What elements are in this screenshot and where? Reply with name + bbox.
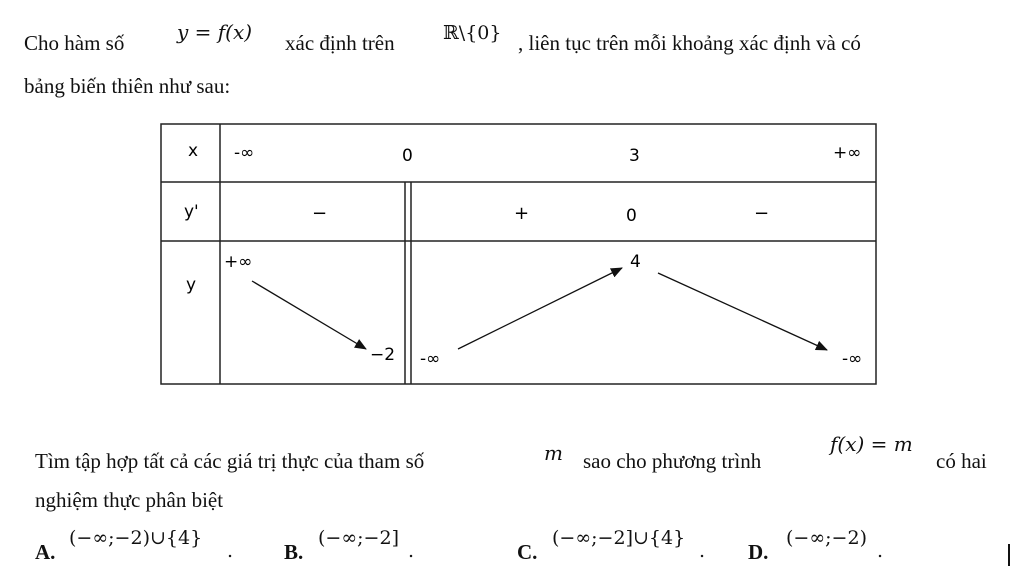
table-border xyxy=(161,124,876,384)
question-text-1: Tìm tập hợp tất cả các giá trị thực của tham số xyxy=(35,449,425,473)
yprime-sign-3: − xyxy=(754,203,770,224)
option-c-value[interactable]: (−∞;−2]∪{4} xyxy=(552,527,686,549)
row-label-y: y xyxy=(186,275,197,295)
option-c-period: . xyxy=(699,540,706,562)
option-a-period: . xyxy=(227,540,234,562)
intro-text-line2: bảng biến thiên như sau: xyxy=(24,74,231,98)
row-label-x: x xyxy=(188,141,199,161)
function-notation: y = f(x) xyxy=(177,20,253,44)
intro-text-3: , liên tục trên mỗi khoảng xác định và có xyxy=(518,31,861,55)
x-value-three: 3 xyxy=(629,146,640,166)
y-value-minus2: −2 xyxy=(370,345,396,365)
param-m: m xyxy=(544,441,563,465)
y-value-neg-inf-right: -∞ xyxy=(842,349,863,369)
yprime-sign-2: + xyxy=(514,203,530,224)
option-d-period: . xyxy=(877,540,884,562)
text-cursor xyxy=(1008,544,1010,566)
option-c-letter: C. xyxy=(517,540,538,564)
x-value-pos-inf: +∞ xyxy=(833,143,862,163)
option-b-letter: B. xyxy=(284,540,304,564)
x-value-neg-inf: -∞ xyxy=(234,143,255,163)
option-a-letter: A. xyxy=(35,540,56,564)
intro-text-2: xác định trên xyxy=(285,31,395,55)
option-b-value[interactable]: (−∞;−2] xyxy=(318,527,399,549)
option-d-value[interactable]: (−∞;−2) xyxy=(786,527,867,549)
yprime-sign-1: − xyxy=(312,203,328,224)
arrow-decreasing-right xyxy=(658,273,827,350)
row-label-yprime: y' xyxy=(184,202,199,222)
domain-set: ℝ\{0} xyxy=(443,22,502,44)
y-value-four: 4 xyxy=(630,252,641,272)
variation-table xyxy=(160,123,877,385)
equation: f(x) = m xyxy=(830,432,913,456)
intro-text-1: Cho hàm số xyxy=(24,31,125,55)
option-a-value[interactable]: (−∞;−2)∪{4} xyxy=(69,527,203,549)
option-d-letter: D. xyxy=(748,540,769,564)
arrow-increasing xyxy=(458,268,622,349)
option-b-period: . xyxy=(408,540,415,562)
question-text-line2: nghiệm thực phân biệt xyxy=(35,488,224,512)
y-value-neg-inf-left: -∞ xyxy=(420,349,441,369)
y-value-pos-inf: +∞ xyxy=(224,252,253,272)
x-value-zero: 0 xyxy=(402,146,413,166)
question-text-2: sao cho phương trình xyxy=(583,449,762,473)
yprime-zero: 0 xyxy=(626,206,637,226)
arrow-decreasing-left xyxy=(252,281,366,349)
question-text-3: có hai xyxy=(936,449,987,473)
